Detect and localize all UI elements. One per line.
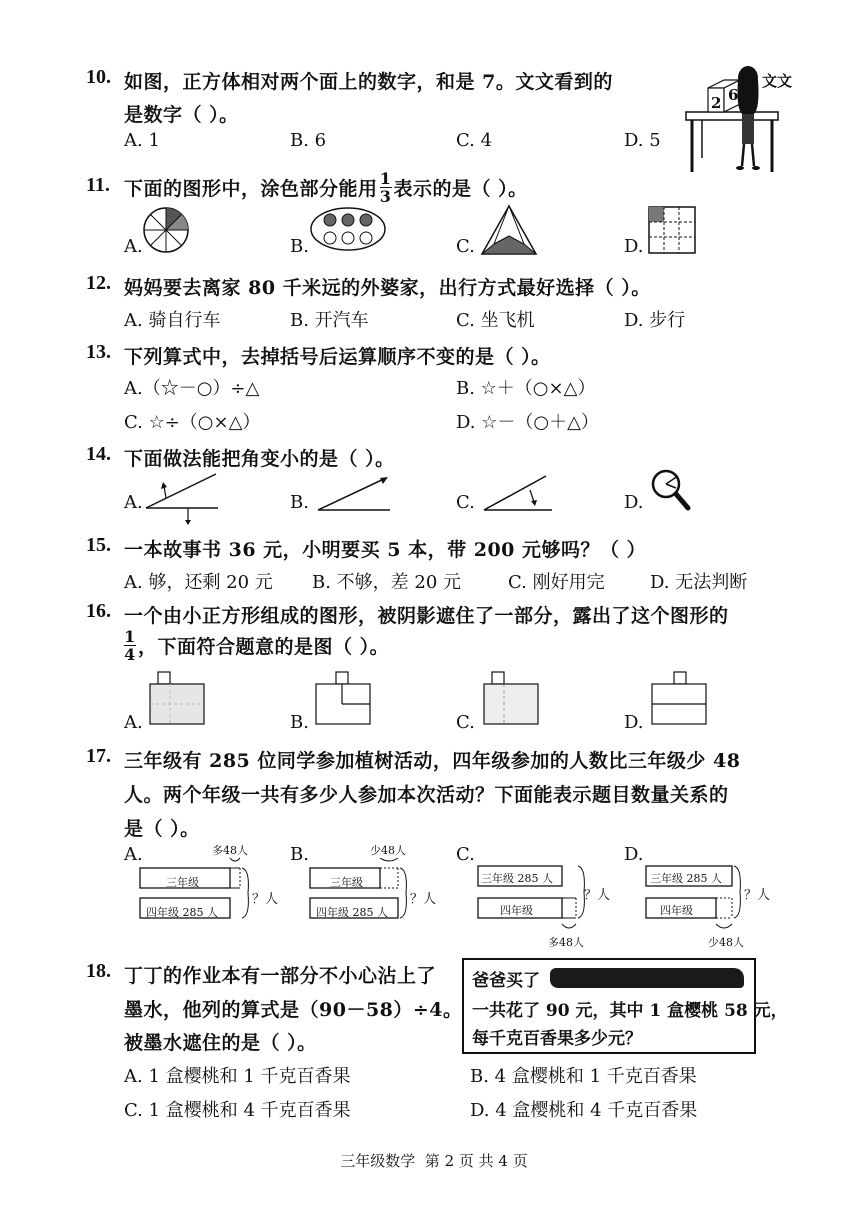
q17-text-line3: 是（ ）。 xyxy=(124,818,200,840)
q16-option-c[interactable]: C. xyxy=(456,712,475,733)
q17-d-diff-label: 少48人 xyxy=(708,936,744,949)
q17-option-d[interactable]: D. xyxy=(624,844,644,865)
q17-number: 17. xyxy=(86,745,111,767)
q10-option-c[interactable]: C. 4 xyxy=(456,130,493,151)
q10-cube-face-front: 2 xyxy=(711,94,722,112)
q11-option-c[interactable]: C. xyxy=(456,236,475,257)
q13-text: 下列算式中，去掉括号后运算顺序不变的是（ ）。 xyxy=(124,346,551,368)
q16-number: 16. xyxy=(86,600,111,622)
q17-c-diff-label: 多48人 xyxy=(548,936,584,949)
q12-option-d[interactable]: D. 步行 xyxy=(624,310,686,331)
q12-text: 妈妈要去离家 80 千米远的外婆家，出行方式最好选择（ ）。 xyxy=(124,277,651,299)
q16-figure-b xyxy=(314,670,374,728)
q11-text xyxy=(124,170,528,205)
q10-option-a[interactable]: A. 1 xyxy=(124,130,160,151)
q14-figure-c-angle xyxy=(482,474,554,514)
q10-girl-name-label: 文文 xyxy=(762,72,793,90)
q17-option-a[interactable]: A. xyxy=(124,844,143,865)
q16-figure-d xyxy=(650,670,710,728)
q18-option-a[interactable]: A. 1 盒樱桃和 1 千克百香果 xyxy=(124,1066,351,1087)
q18-text-line2: 墨水，他列的算式是（90－58）÷4。 xyxy=(124,999,463,1021)
q12-option-c[interactable]: C. 坐飞机 xyxy=(456,310,535,331)
q17-text-line1: 三年级有 285 位同学参加植树活动，四年级参加的人数比三年级少 48 xyxy=(124,750,741,772)
q17-option-c[interactable]: C. xyxy=(456,844,475,865)
q13-option-a[interactable]: A.（☆－○）÷△ xyxy=(124,378,260,399)
q14-number: 14. xyxy=(86,443,111,465)
q16-text-line2-wrap xyxy=(122,628,389,663)
q14-figure-b-angle xyxy=(316,474,392,514)
q10-number: 10. xyxy=(86,66,111,88)
q16-option-d[interactable]: D. xyxy=(624,712,644,733)
q18-text-line1: 丁丁的作业本有一部分不小心沾上了 xyxy=(124,965,437,987)
q11-option-b[interactable]: B. xyxy=(290,236,309,257)
q11-figure-c-triangle xyxy=(480,204,538,256)
q17-a-diff-label: 多48人 xyxy=(212,844,248,857)
q16-figure-a xyxy=(148,670,208,728)
q11-number: 11. xyxy=(86,174,110,196)
q16-figure-c xyxy=(482,670,542,728)
q16-frac-denominator: 4 xyxy=(124,645,136,664)
q18-option-c[interactable]: C. 1 盒樱桃和 4 千克百香果 xyxy=(124,1100,351,1121)
q12-option-a[interactable]: A. 骑自行车 xyxy=(124,310,221,331)
q17-b-top-label: 三年级 xyxy=(330,876,363,889)
q16-frac-numerator: 1 xyxy=(124,627,136,646)
q18-option-d[interactable]: D. 4 盒樱桃和 4 千克百香果 xyxy=(470,1100,698,1121)
q17-c-top-label: 三年级 285 人 xyxy=(481,872,553,885)
q14-text: 下面做法能把角变小的是（ ）。 xyxy=(124,448,395,470)
q15-option-c[interactable]: C. 刚好用完 xyxy=(508,572,605,593)
q10-text-line2: 是数字（ ）。 xyxy=(124,104,239,126)
q14-figure-a-angle xyxy=(144,470,220,526)
q15-option-d[interactable]: D. 无法判断 xyxy=(650,572,748,593)
q18-text-line3: 被墨水遮住的是（ ）。 xyxy=(124,1032,317,1054)
q10-option-b[interactable]: B. 6 xyxy=(290,130,327,151)
q15-option-b[interactable]: B. 不够，差 20 元 xyxy=(312,572,462,593)
q11-figure-b-ellipse-circles xyxy=(310,206,386,252)
page-footer: 三年级数学 第 2 页 共 4 页 xyxy=(340,1152,528,1170)
q17-d-top-label: 三年级 285 人 xyxy=(650,872,722,885)
q17-b-bottom-label: 四年级 285 人 xyxy=(316,906,388,919)
q11-option-d[interactable]: D. xyxy=(624,236,644,257)
q13-option-b[interactable]: B. ☆＋（○×△） xyxy=(456,378,596,399)
q14-option-c[interactable]: C. xyxy=(456,492,475,513)
q18-number: 18. xyxy=(86,960,111,982)
q14-option-b[interactable]: B. xyxy=(290,492,309,513)
q11-figure-d-grid xyxy=(648,206,696,254)
q10-option-d[interactable]: D. 5 xyxy=(624,130,661,151)
q13-option-d[interactable]: D. ☆－（○＋△） xyxy=(456,412,599,433)
q15-option-a[interactable]: A. 够，还剩 20 元 xyxy=(124,572,273,593)
q18-box-line3: 每千克百香果多少元？ xyxy=(472,1029,642,1049)
q17-b-diff-label: 少48人 xyxy=(370,844,406,857)
q11-option-a[interactable]: A. xyxy=(124,236,143,257)
q16-text-line2: ，下面符合题意的是图（ ）。 xyxy=(138,636,390,658)
q11-fraction xyxy=(380,170,392,205)
q13-option-c[interactable]: C. ☆÷（○×△） xyxy=(124,412,261,433)
q11-frac-denominator: 3 xyxy=(379,187,392,206)
q17-c-total-label: ？人 xyxy=(584,888,611,903)
q11-frac-numerator: 1 xyxy=(379,169,392,188)
q17-a-bottom-label: 四年级 285 人 xyxy=(146,906,218,919)
q17-d-total-label: ？人 xyxy=(744,888,771,903)
q18-box-line1: 爸爸买了 xyxy=(472,971,540,991)
q16-option-a[interactable]: A. xyxy=(124,712,143,733)
q18-option-b[interactable]: B. 4 盒樱桃和 1 千克百香果 xyxy=(470,1066,697,1087)
q10-cube-face-side: 6 xyxy=(728,86,739,104)
q17-a-total-label: ？人 xyxy=(252,892,279,907)
q11-figure-a-circle xyxy=(142,206,192,256)
q18-ink-blot xyxy=(550,968,744,988)
q16-text-line1: 一个由小正方形组成的图形，被阴影遮住了一部分，露出了这个图形的 xyxy=(124,605,729,627)
q13-number: 13. xyxy=(86,341,111,363)
q16-fraction xyxy=(124,628,136,663)
q16-option-b[interactable]: B. xyxy=(290,712,309,733)
q11-text-before: 下面的图形中，涂色部分能用 xyxy=(124,178,378,200)
q17-text-line2: 人。两个年级一共有多少人参加本次活动？下面能表示题目数量关系的 xyxy=(124,784,729,806)
q17-c-bottom-label: 四年级 xyxy=(500,904,533,917)
q14-option-d[interactable]: D. xyxy=(624,492,644,513)
q17-a-top-label: 三年级 xyxy=(166,876,199,889)
q11-text-after: 表示的是（ ）。 xyxy=(393,178,528,200)
q17-b-total-label: ？人 xyxy=(410,892,437,907)
q17-d-bottom-label: 四年级 xyxy=(660,904,693,917)
q10-text-line1: 如图，正方体相对两个面上的数字，和是 7。文文看到的 xyxy=(124,71,613,93)
q18-box-line2: 一共花了 90 元，其中 1 盒樱桃 58 元， xyxy=(472,1001,788,1021)
q15-number: 15. xyxy=(86,534,111,556)
q12-number: 12. xyxy=(86,272,111,294)
q18-homework-box xyxy=(462,958,788,1054)
q17-option-b[interactable]: B. xyxy=(290,844,309,865)
q14-figure-d-magnifier xyxy=(650,466,696,516)
q14-option-a[interactable]: A. xyxy=(124,492,143,513)
q12-option-b[interactable]: B. 开汽车 xyxy=(290,310,369,331)
q15-text: 一本故事书 36 元，小明要买 5 本，带 200 元够吗？（ ） xyxy=(124,539,647,561)
